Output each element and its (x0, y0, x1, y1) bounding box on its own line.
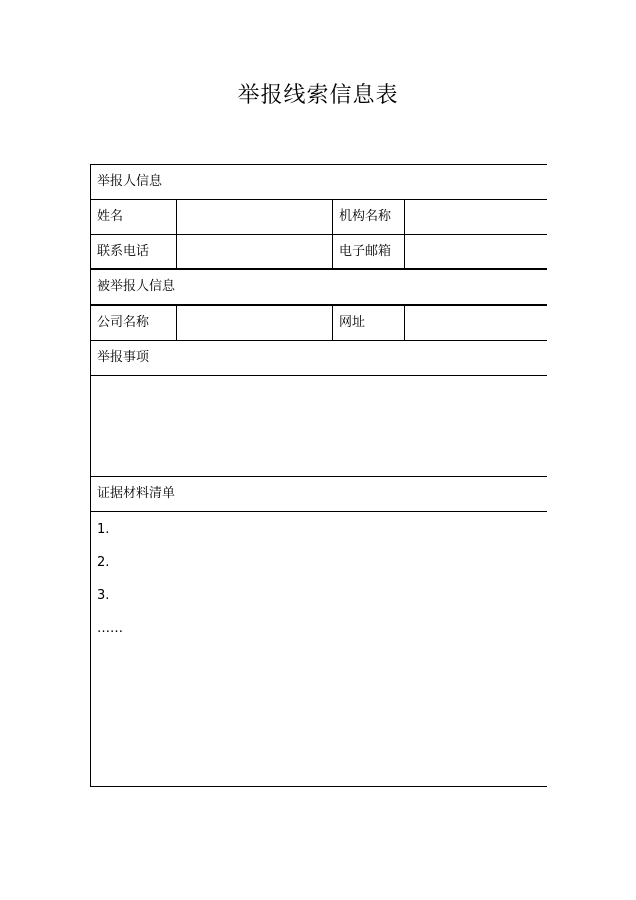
report-matters-header-row (91, 341, 547, 376)
reported-section-header-row (91, 269, 547, 305)
website-field[interactable] (405, 305, 547, 341)
evidence-list-field[interactable] (91, 512, 547, 787)
evidence-area-row (91, 512, 547, 787)
evidence-item: 3. (97, 588, 110, 603)
email-label: 电子邮箱 (333, 235, 405, 270)
evidence-item: 2. (97, 555, 110, 570)
org-name-field[interactable] (405, 200, 547, 235)
reporter-section-header: 举报人信息 (91, 165, 547, 200)
report-matters-header: 举报事项 (91, 341, 547, 376)
reporter-contact-row (91, 235, 547, 270)
evidence-item: 1. (97, 522, 110, 537)
phone-label: 联系电话 (91, 235, 177, 270)
reporter-section-header-row (91, 165, 547, 200)
company-name-field[interactable] (177, 305, 333, 341)
name-field[interactable] (177, 200, 333, 235)
report-matters-field[interactable] (91, 376, 547, 477)
company-name-label: 公司名称 (91, 305, 177, 341)
reported-section-header: 被举报人信息 (91, 269, 547, 305)
email-field[interactable] (405, 235, 547, 270)
evidence-header-row (91, 477, 547, 512)
report-form-table (90, 164, 547, 787)
evidence-list-header: 证据材料清单 (91, 477, 547, 512)
phone-field[interactable] (177, 235, 333, 270)
evidence-item: …… (97, 621, 123, 636)
name-label: 姓名 (91, 200, 177, 235)
report-matters-area-row (91, 376, 547, 477)
org-name-label: 机构名称 (333, 200, 405, 235)
website-label: 网址 (333, 305, 405, 341)
reporter-name-row (91, 200, 547, 235)
reported-company-row (91, 305, 547, 341)
page-title: 举报线索信息表 (237, 83, 399, 108)
